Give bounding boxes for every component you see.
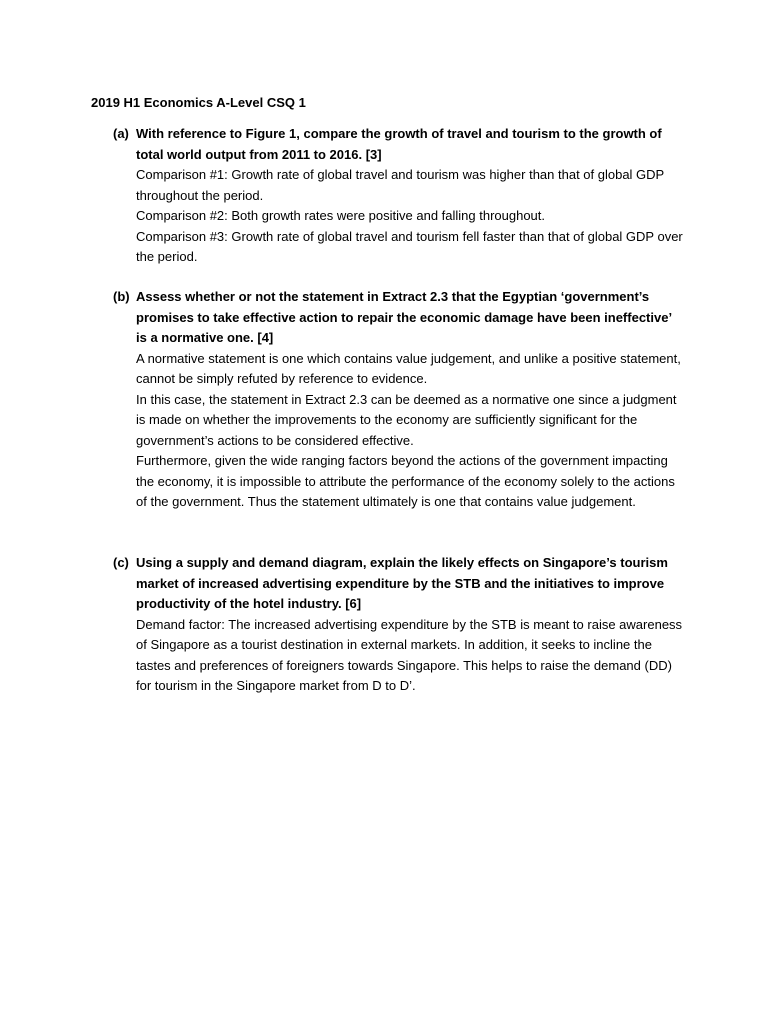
answer-paragraph: Demand factor: The increased advertising expenditure by the STB is meant to raise awareness of Singapore as a tourist destination in external markets. In addition, it seeks to incline the tastes and preferences of foreigners towards Singapore. This helps to raise the demand (DD) for tourism in the Singapore market from D to D’.: [136, 616, 683, 693]
question-prompt: With reference to Figure 1, compare the growth of travel and tourism to the growth of total world output from 2011 to 2016. [3]: [136, 126, 662, 162]
answer-paragraph: Comparison #1: Growth rate of global travel and tourism was higher than that of global GDP throughout the period.: [136, 167, 664, 203]
answer-paragraph: Furthermore, given the wide ranging factors beyond the actions of the government impacting the economy, it is impossible to attribute the performance of the economy solely to the actions of the government. Thus the statement ultimately is one that contains value judgement.: [136, 453, 675, 509]
answer-paragraph: A normative statement is one which contains value judgement, and unlike a positive statement, cannot be simply refuted by reference to evidence.: [136, 350, 681, 386]
question-body: [136, 124, 683, 268]
question-body: [136, 287, 683, 513]
answer-paragraph: Comparison #3: Growth rate of global travel and tourism fell faster than that of global GDP over the period.: [136, 228, 683, 264]
question-a: [113, 124, 683, 268]
answer-paragraph: Comparison #2: Both growth rates were positive and falling throughout.: [136, 208, 546, 223]
question-label: (c): [113, 555, 129, 570]
question-prompt: Using a supply and demand diagram, explain the likely effects on Singapore’s tourism market of increased advertising expenditure by the STB and the initiatives to improve productivity of the hotel industry. [6]: [136, 555, 668, 611]
question-c: [113, 553, 683, 697]
document-title: 2019 H1 Economics A-Level CSQ 1: [91, 95, 306, 110]
answer-paragraph: In this case, the statement in Extract 2.3 can be deemed as a normative one since a judgment is made on whether the improvements to the economy are sufficiently significant for the government’s actions to be considered effective.: [136, 391, 677, 448]
question-label: (b): [113, 289, 130, 304]
question-prompt: Assess whether or not the statement in Extract 2.3 that the Egyptian ‘government’s promises to take effective action to repair the economic damage have been ineffective’ is a normative one. [4]: [136, 289, 672, 345]
question-b: [113, 287, 683, 513]
question-label: (a): [113, 126, 129, 141]
question-body: [136, 553, 683, 697]
